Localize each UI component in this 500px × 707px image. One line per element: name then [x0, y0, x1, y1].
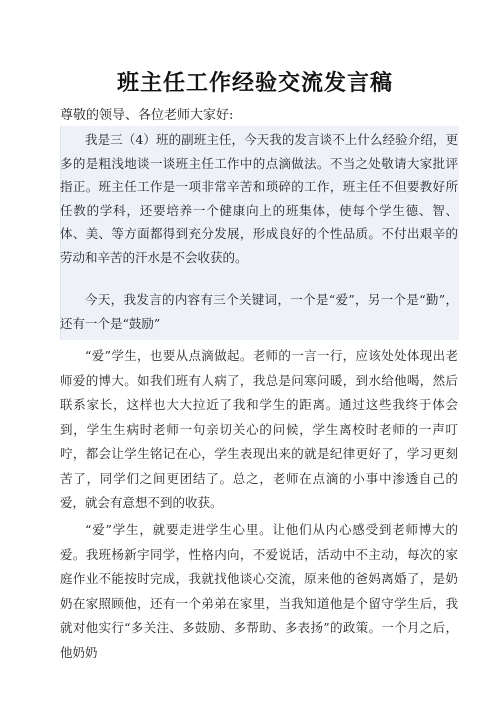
- paragraph-keywords: 今天，我发言的内容有三个关键词，一个是“爱”，另一个是“勤”，还有一个是“鼓励”: [60, 292, 458, 331]
- document-title: 班主任工作经验交流发言稿: [116, 70, 393, 96]
- paragraph-intro: 我是三（4）班的副班主任，今天我的发言谈不上什么经验介绍，更多的是粗浅地谈一谈班主任工作中的点滴做法。不当之处敬请大家批评指正。班主任工作是一项非常辛苦和琐碎的工作，班主任不但要教好所任教的学科，还要培养一个健康向上的班集体，使每个学生德、智、体、美、等方面都得到充分发展，形成良好的个性品质。不付出艰辛的劳动和辛苦的汗水是不会收获的。: [60, 132, 458, 265]
- salutation: 尊敬的领导、各位老师大家好:: [60, 108, 234, 123]
- paragraph-love-details: “爱”学生，也要从点滴做起。老师的一言一行，应该处处体现出老师爱的博大。如我们班有人病了，我总是问寒问暖，到水给他喝，然后联系家长，这样也大大拉近了我和学生的距离。通过这些我终于体会到，学生生病时老师一句亲切关心的问候，学生离校时老师的一声叮咛，都会让学生铭记在心，学生表现出来的就是纪律更好了，学习更刻苦了，同学们之间更团结了。总之，老师在点滴的小事中渗透自己的爱，就会有意想不到的收获。: [60, 348, 458, 510]
- paragraph-love-heart: “爱”学生，就要走进学生心里。让他们从内心感受到老师博大的爱。我班杨新宇同学，性格内向，不爱说话，活动中不主动，每次的家庭作业不能按时完成，我就找他谈心交流，原来他的爸妈离婚了，是奶奶在家照顾他，还有一个弟弟在家里，当我知道他是个留守学生后，我就对他实行“多关注、多鼓励、多帮助、多表扬”的政策。一个月之后，他奶奶: [60, 522, 458, 660]
